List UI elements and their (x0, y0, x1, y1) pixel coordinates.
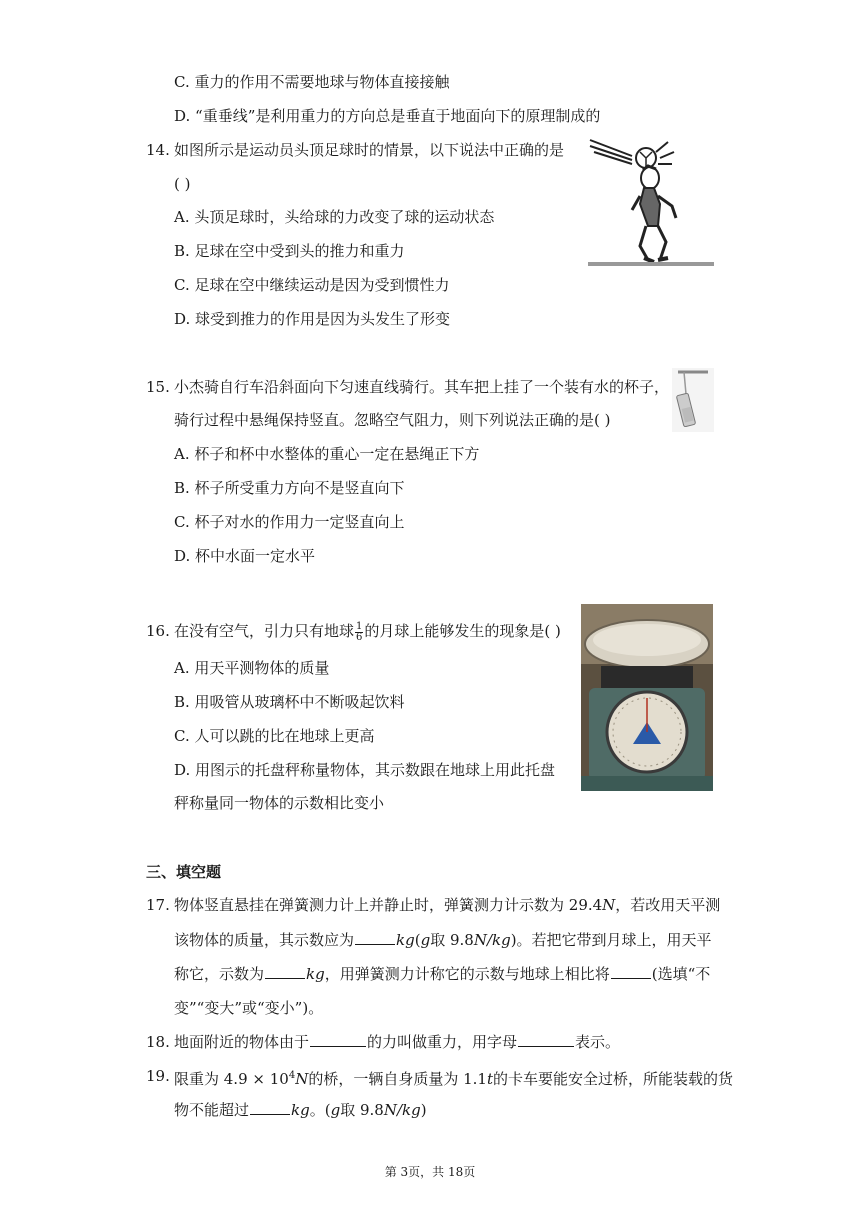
symbol-g: g (330, 1101, 341, 1119)
q19-text: 取 9.8 (340, 1101, 384, 1119)
q16-stem-post: 的月球上能够发生的现象是( ) (364, 622, 561, 640)
q17-line4: 变”“变大”或“变小”)。 (174, 999, 324, 1017)
q17-text: (选填“不 (651, 965, 711, 983)
q19-text: ) (420, 1101, 427, 1119)
q16-stem (174, 620, 561, 643)
symbol-g: g (420, 931, 431, 949)
unit-n: N (602, 896, 616, 914)
q16-option-b: B. 用吸管从玻璃杯中不断吸起饮料 (174, 693, 405, 711)
q19-line2 (174, 1099, 427, 1121)
one-sixth-fraction (355, 622, 363, 643)
unit-kg: kg (396, 931, 415, 949)
q13-option-d: D. “重垂线”是利用重力的方向总是垂直于地面向下的原理制成的 (174, 107, 601, 125)
q19-text: 的卡车要能安全过桥，所能装载的货 (492, 1070, 733, 1088)
fraction-numerator: 1 (356, 620, 363, 632)
q16-option-a: A. 用天平测物体的质量 (174, 659, 330, 677)
q18-line (174, 1031, 620, 1053)
hanging-cup-figure (672, 368, 714, 432)
q16-option-d: D. 用图示的托盘秤称量物体，其示数跟在地球上用此托盘 (174, 761, 556, 779)
q15-option-c: C. 杯子对水的作用力一定竖直向上 (174, 513, 405, 531)
q17-text: )。若把它带到月球上，用天平 (510, 931, 712, 949)
q15-number: 15. (146, 378, 170, 396)
q17-text: ( (414, 931, 421, 949)
q19-number: 19. (146, 1067, 170, 1085)
q18-text: 地面附近的物体由于 (174, 1033, 310, 1051)
answer-blank[interactable] (518, 1031, 574, 1047)
q15-option-b: B. 杯子所受重力方向不是竖直向下 (174, 479, 405, 497)
q14-option-b: B. 足球在空中受到头的推力和重力 (174, 242, 405, 260)
page-footer: 第 3页，共 18页 (384, 1165, 476, 1179)
q15-option-d: D. 杯中水面一定水平 (174, 547, 316, 565)
q16-stem-pre: 在没有空气，引力只有地球 (174, 622, 355, 640)
q17-line2 (174, 929, 712, 951)
q18-text: 的力叫做重力，用字母 (367, 1033, 518, 1051)
answer-blank[interactable] (310, 1031, 366, 1047)
q16-option-d-cont: 秤称量同一物体的示数相比变小 (174, 794, 385, 812)
q15-stem-cont: 骑行过程中悬绳保持竖直。忽略空气阻力，则下列说法正确的是( ) (174, 411, 611, 429)
q17-line1 (174, 894, 720, 916)
q19-text: 限重为 4.9 × 10 (174, 1070, 289, 1088)
q17-text: 该物体的质量，其示数应为 (174, 931, 355, 949)
unit-t: t (486, 1070, 493, 1088)
q15-stem: 小杰骑自行车沿斜面向下匀速直线骑行。其车把上挂了一个装有水的杯子， (174, 378, 670, 396)
answer-blank[interactable] (265, 963, 305, 979)
q18-number: 18. (146, 1033, 170, 1051)
platform-scale-photo (581, 604, 713, 791)
answer-blank[interactable] (355, 929, 395, 945)
q14-option-d: D. 球受到推力的作用是因为头发生了形变 (174, 310, 451, 328)
q14-option-a: A. 头顶足球时，头给球的力改变了球的运动状态 (174, 208, 495, 226)
q19-text: 物不能超过 (174, 1101, 250, 1119)
q17-text: 取 9.8 (430, 931, 474, 949)
q15-option-a: A. 杯子和杯中水整体的重心一定在悬绳正下方 (174, 445, 480, 463)
q17-number: 17. (146, 896, 170, 914)
answer-blank[interactable] (611, 963, 651, 979)
unit-n-per-kg: N/kg (473, 931, 511, 949)
q19-line1 (174, 1065, 733, 1090)
q14-stem-paren: ( ) (174, 175, 191, 193)
answer-blank[interactable] (250, 1099, 290, 1115)
unit-kg: kg (306, 965, 325, 983)
q17-text: 物体竖直悬挂在弹簧测力计上并静止时，弹簧测力计示数为 29.4 (174, 896, 603, 914)
fraction-denominator: 6 (356, 631, 363, 643)
q16-number: 16. (146, 622, 170, 640)
q19-text: 的桥，一辆自身质量为 1.1 (308, 1070, 487, 1088)
unit-n-per-kg: N/kg (383, 1101, 421, 1119)
unit-kg: kg (291, 1101, 310, 1119)
q17-text: 称它，示数为 (174, 965, 265, 983)
q14-option-c: C. 足球在空中继续运动是因为受到惯性力 (174, 276, 450, 294)
q14-stem: 如图所示是运动员头顶足球时的情景，以下说法中正确的是 (174, 141, 565, 159)
q19-text: 。( (309, 1101, 331, 1119)
q18-text: 表示。 (575, 1033, 621, 1051)
header-player-figure (588, 134, 714, 270)
q17-text: ，用弹簧测力计称它的示数与地球上相比将 (324, 965, 610, 983)
q13-option-c: C. 重力的作用不需要地球与物体直接接触 (174, 73, 450, 91)
exponent: 4 (288, 1070, 296, 1081)
q17-line3 (174, 963, 710, 985)
q17-text: ，若改用天平测 (615, 896, 721, 914)
unit-n: N (295, 1070, 309, 1088)
q14-number: 14. (146, 141, 170, 159)
section-title-fill-in: 三、填空题 (146, 863, 222, 881)
q16-option-c: C. 人可以跳的比在地球上更高 (174, 727, 375, 745)
